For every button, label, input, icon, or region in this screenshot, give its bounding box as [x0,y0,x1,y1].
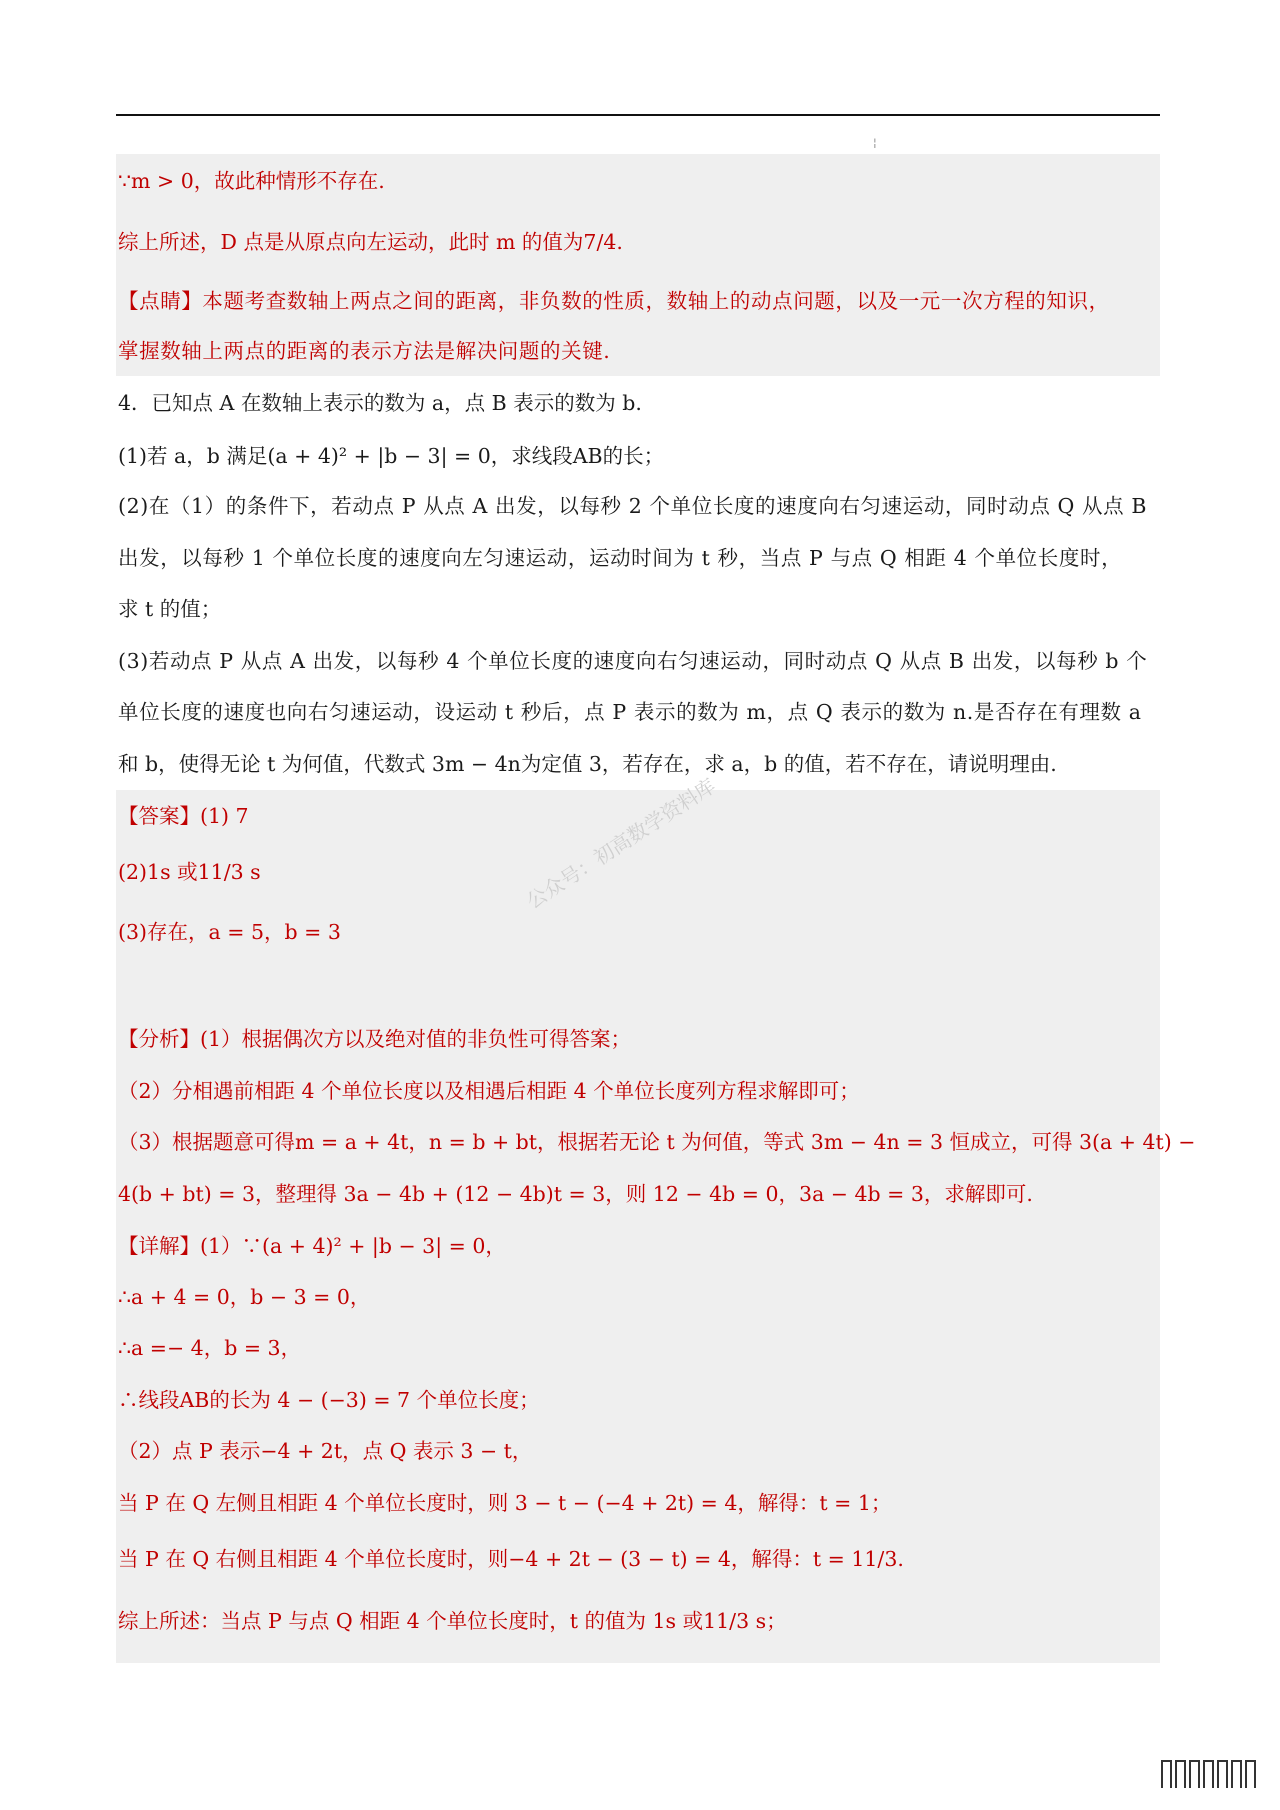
corner-bar [1175,1760,1186,1788]
point-note-line-1: 【点睛】本题考查数轴上两点之间的距离，非负数的性质，数轴上的动点问题，以及一元一次方程的知识， [118,289,1110,313]
detail-line-8: 综上所述：当点 P 与点 Q 相距 4 个单位长度时，t 的值为 1s 或11/3 s； [118,1609,787,1633]
analysis-line-4: 4(b + bt) = 3，整理得 3a − 4b + (12 − 4b)t = 3，则 12 − 4b = 0，3a − 4b = 3，求解即可. [118,1182,1033,1206]
corner-bar [1217,1760,1228,1788]
problem-statement: 4．已知点 A 在数轴上表示的数为 a，点 B 表示的数为 b. [118,391,642,415]
detail-line-3: ∴a =− 4，b = 3， [118,1336,302,1360]
detail-line-5: （2）点 P 表示−4 + 2t，点 Q 表示 3 − t， [118,1439,533,1463]
corner-bar [1245,1760,1256,1788]
problem-part-3-line-3: 和 b，使得无论 t 为何值，代数式 3m − 4n为定值 3，若存在，求 a，b 的值，若不存在，请说明理由. [118,752,1057,776]
corner-bar [1189,1760,1200,1788]
header-tick-mark: ¦ [873,136,877,149]
answer-line-1: 【答案】(1) 7 [118,804,249,828]
corner-bar [1203,1760,1214,1788]
analysis-line-2: （2）分相遇前相距 4 个单位长度以及相遇后相距 4 个单位长度列方程求解即可； [118,1079,860,1103]
prev-solution-line-2: 综上所述，D 点是从原点向左运动，此时 m 的值为7/4. [118,230,623,254]
detail-line-7: 当 P 在 Q 右侧且相距 4 个单位长度时，则−4 + 2t − (3 − t) = 4，解得：t = 11/3. [118,1547,904,1571]
problem-part-2-line-2: 出发，以每秒 1 个单位长度的速度向左匀速运动，运动时间为 t 秒，当点 P 与点 Q 相距 4 个单位长度时， [118,546,1123,570]
problem-part-2-line-3: 求 t 的值； [118,597,222,621]
header-rule [116,114,1160,116]
prev-solution-line-1: ∵m > 0，故此种情形不存在. [118,169,385,193]
watermark: 公众号：初高数学资料库 [522,773,720,914]
corner-bar [1161,1760,1172,1788]
point-note-line-2: 掌握数轴上两点的距离的表示方法是解决问题的关键. [118,339,611,363]
detail-line-4: ∴线段AB的长为 4 − (−3) = 7 个单位长度； [118,1388,540,1412]
answer-line-3: (3)存在，a = 5，b = 3 [118,920,341,944]
analysis-line-1: 【分析】(1）根据偶次方以及绝对值的非负性可得答案； [118,1027,632,1051]
answer-line-2: (2)1s 或11/3 s [118,860,261,884]
problem-part-2-line-1: (2)在（1）的条件下，若动点 P 从点 A 出发，以每秒 2 个单位长度的速度向右匀速运动，同时动点 Q 从点 B [118,494,1148,518]
detail-line-1: 【详解】(1）∵(a + 4)² + |b − 3| = 0， [118,1234,506,1258]
analysis-line-3: （3）根据题意可得m = a + 4t，n = b + bt，根据若无论 t 为何值，等式 3m − 4n = 3 恒成立，可得 3(a + 4t) − [118,1130,1196,1154]
corner-graphic [1161,1758,1256,1788]
corner-bar [1231,1760,1242,1788]
problem-part-3-line-2: 单位长度的速度也向右匀速运动，设运动 t 秒后，点 P 表示的数为 m，点 Q 表示的数为 n.是否存在有理数 a [118,700,1142,724]
problem-part-1: (1)若 a，b 满足(a + 4)² + |b − 3| = 0，求线段AB的长； [118,444,665,468]
detail-line-2: ∴a + 4 = 0，b − 3 = 0， [118,1285,371,1309]
detail-line-6: 当 P 在 Q 左侧且相距 4 个单位长度时，则 3 − t − (−4 + 2t) = 4，解得：t = 1； [118,1491,892,1515]
problem-part-3-line-1: (3)若动点 P 从点 A 出发，以每秒 4 个单位长度的速度向右匀速运动，同时动点 Q 从点 B 出发，以每秒 b 个 [118,649,1148,673]
